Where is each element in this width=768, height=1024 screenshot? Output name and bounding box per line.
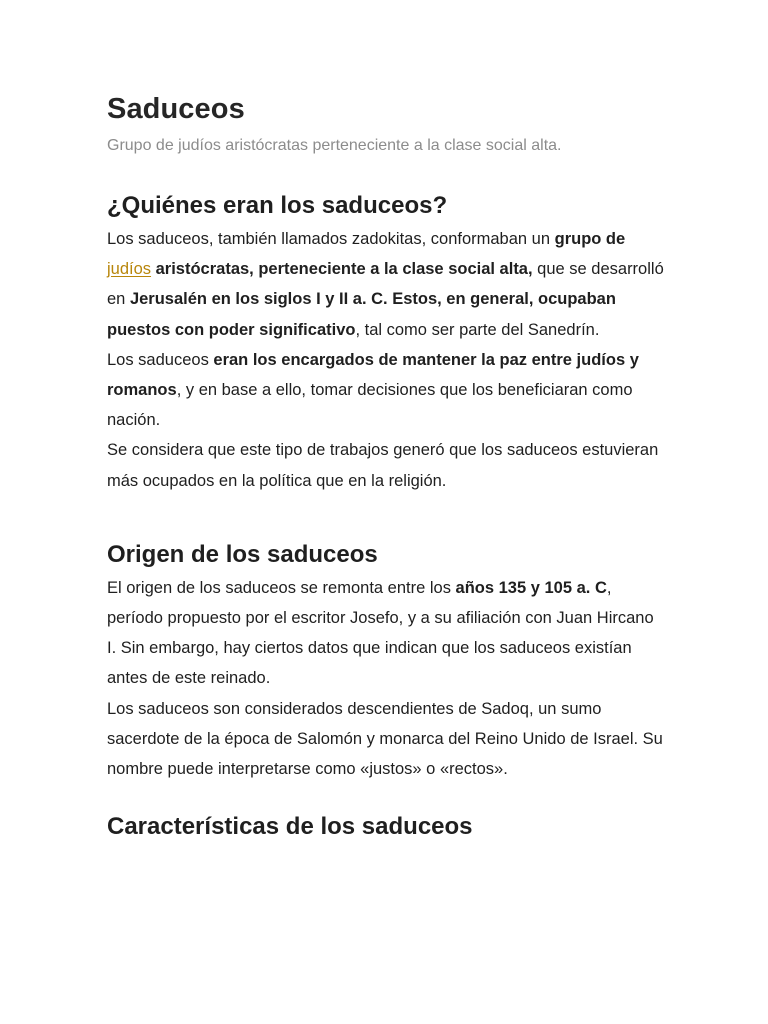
paragraph-text: que se desarrolló en	[107, 260, 664, 309]
paragraph-quienes-1	[107, 224, 667, 345]
section-heading-caracteristicas: Características de los saduceos	[107, 813, 473, 841]
paragraph-text: , y en base a ello, tomar decisiones que los beneficiaran como nación.	[107, 381, 633, 430]
section-heading-quienes: ¿Quiénes eran los saduceos?	[107, 192, 448, 219]
paragraph-text: El origen de los saduceos se remonta entre los	[107, 578, 456, 597]
paragraph-text: Los saduceos son considerados descendientes de Sadoq, un sumo sacerdote de la época de Salomón y monarca del Reino Unido de Israel. Su nombre puede interpretarse como «justos» o «rectos».	[107, 699, 663, 779]
paragraph-text: Los saduceos, también llamados zadokitas, conformaban un	[107, 230, 555, 248]
section-heading-origen: Origen de los saduceos	[107, 540, 378, 568]
paragraph-text: , período propuesto por el escritor Josefo, y a su afiliación con Juan Hircano I. Sin embargo, hay ciertos datos que indican que los saduceos existían antes de este reinado.	[107, 578, 654, 688]
bold-text: grupo de	[554, 230, 626, 248]
page-subtitle: Grupo de judíos aristócratas perteneciente a la clase social alta.	[107, 137, 562, 154]
page-title: Saduceos	[107, 93, 245, 125]
bold-text: eran los encargados de mantener la paz entre judíos y romanos	[107, 350, 639, 400]
paragraph-origen-2	[107, 694, 667, 785]
bold-text: años 135 y 105 a. C	[455, 578, 607, 597]
paragraph-origen-1	[107, 573, 667, 694]
paragraph-quienes-3	[107, 435, 667, 495]
bold-text: Jerusalén en los siglos I y II a. C. Estos, en general, ocupaban puestos con poder significativo	[107, 290, 616, 339]
paragraph-text: Los saduceos	[107, 350, 214, 369]
paragraph-text: , tal como ser parte del Sanedrín.	[355, 320, 600, 339]
paragraph-quienes-2	[107, 345, 667, 436]
article-content	[107, 88, 667, 844]
link-judios[interactable]: judíos	[107, 260, 152, 279]
bold-text: aristócratas, perteneciente a la clase social alta,	[151, 260, 533, 279]
paragraph-text: Se considera que este tipo de trabajos generó que los saduceos estuvieran más ocupados en la política que en la religión.	[107, 441, 659, 490]
